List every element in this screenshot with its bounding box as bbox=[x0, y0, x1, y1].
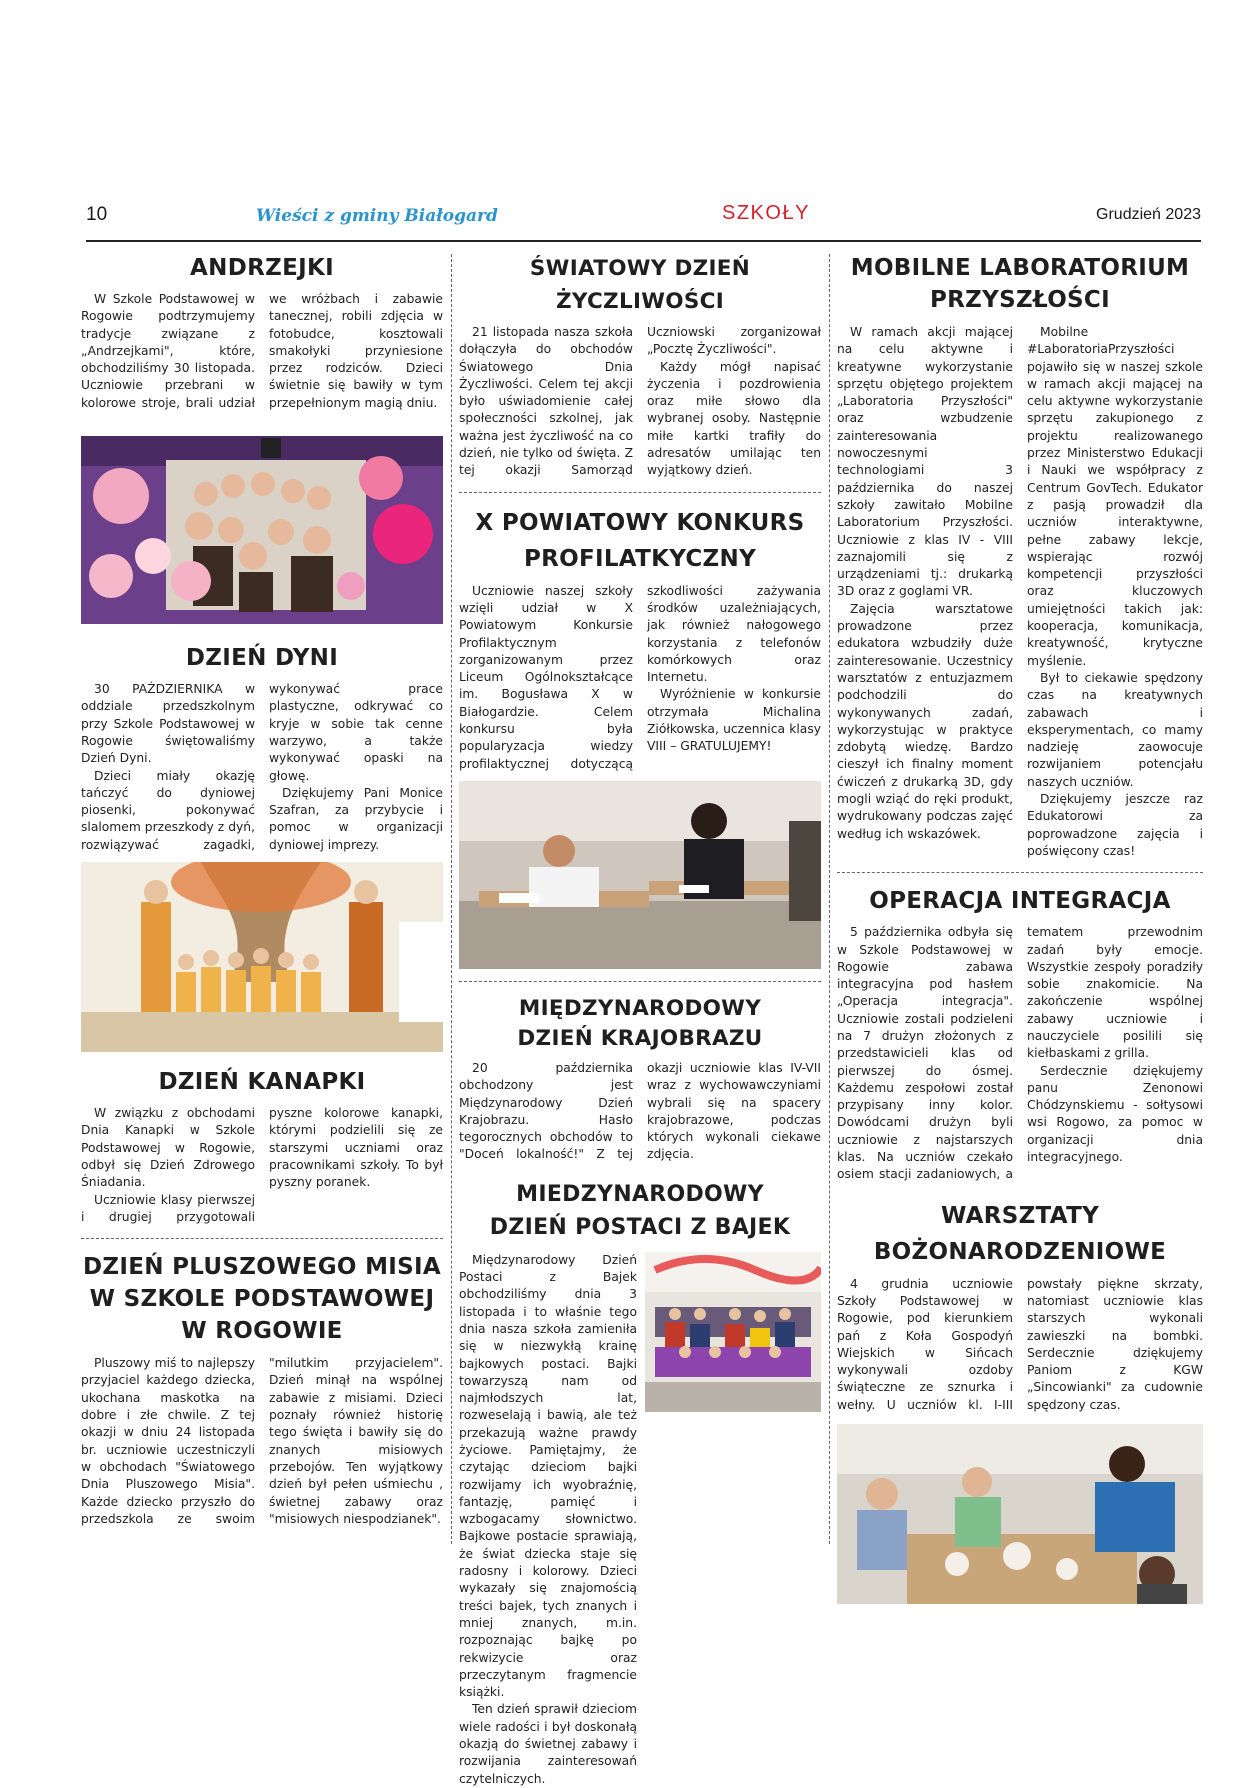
paragraph: 30 PAŹDZIERNIKA w oddziale przedszkolnym przy Szkole Podstawowej w Rogowie świętowaliśmy Dzień Dyni. bbox=[81, 682, 255, 766]
column-left bbox=[81, 252, 443, 1528]
column-divider bbox=[829, 254, 830, 1544]
paragraph: 4 grudnia uczniowie Szkoły Podstawowej w Rogowie, pod kierunkiem pań z Koła Gospodyń Wiejskich w Sińcach wykonywali ozdoby świąteczne ze sznurka i wełny. U uczniów kl. I-III powstały piękne skrzaty, natomiast uczniowie klas starszych wykonali zawieszki na bombki. Serdecznie dziękujemy Paniom z KGW „Sincowianki" za cudownie spędzony czas. bbox=[837, 1276, 1203, 1412]
paragraph: Dziękujemy Pani Monice Szafran, za przybycie i pomoc w organizacji dyniowej imprezy. bbox=[269, 785, 443, 852]
article-dzien-krajobrazu bbox=[459, 994, 821, 1164]
article-mobilne-laboratorium bbox=[837, 252, 1203, 860]
paragraph: Międzynarodowy Dzień Postaci z Bajek obchodziliśmy dnia 3 listopada i to właśnie tego dnia nasza szkoła zamieniła się w niezwykłą krainę bajkowych postaci. Bajki towarzyszą nam od najmłodszych lat, rozweselają i bawią, ale też przekazują ważne prawdy życiowe. Pamiętajmy, że czytając dzieciom bajki rozwijamy ich wyobraźnię, fantazję, pamięć i wzbogacamy słownictwo. Bajkowe postacie sprawiają, że świat dziecka staje się radosny i kolorowy. Dzieci wykazały się znajomością treści bajek, tych znanych i mniej znanych, m.in. rozpoznając bajkę po rekwizycie oraz przeczytanym fragmencie książki. bbox=[459, 1252, 637, 1700]
paragraph: W ramach akcji mającej na celu aktywne i kreatywne wykorzystanie sprzętu objętego projektem „Laboratoria Przyszłości" oraz wzbudzenie zainteresowania nowoczesnymi technologiami 3 października do naszej szkoły zawitało Mobilne Laboratorium Przyszłości. Uczniowie z klas IV - VIII zaznajomili się z urządzeniami tj.: drukarką 3D oraz z goglami VR. bbox=[837, 325, 1013, 599]
article-dzien-zyczliwosci bbox=[459, 252, 821, 480]
paragraph: Dziękujemy jeszcze raz Edukatorowi za poprowadzone zajęcia i poświęcony czas! bbox=[1027, 792, 1203, 858]
column-right bbox=[837, 252, 1203, 1604]
headline bbox=[837, 252, 1203, 316]
article-body bbox=[837, 924, 1203, 1183]
article-dzien-postaci-z-bajek bbox=[459, 1178, 821, 1788]
paragraph: Wyróżnienie w konkursie otrzymała Michalina Ziółkowska, uczennica klasy VIII – GRATULUJEMY! bbox=[647, 687, 821, 754]
headline-line: DZIEŃ POSTACI Z BAJEK bbox=[489, 1214, 791, 1240]
konkurs-photo bbox=[459, 781, 821, 969]
article-separator bbox=[837, 872, 1203, 873]
headline bbox=[837, 1198, 1203, 1270]
headline: ŚWIATOWY DZIEŃ ŻYCZLIWOŚCI bbox=[529, 256, 751, 314]
headline-line: MOBILNE LABORATORIUM bbox=[850, 255, 1190, 281]
bajki-photo bbox=[645, 1252, 821, 1412]
article-body bbox=[81, 291, 443, 412]
paragraph: Uczniowie naszej szkoły wzięli udział w X Powiatowym Konkursie Profilaktycznym zorganizowanym przez Liceum Ogólnokształcące im. Bogusława X w Białogardzie. Celem konkursu była popularyzacja wiedzy profilaktycznej dotyczącą szkodliwości zażywania środków uzależniających, jak również nałogowego korzystania z telefonów komórkowych oraz Internetu. bbox=[459, 583, 821, 771]
article-konkurs-profilaktyczny bbox=[459, 505, 821, 773]
headline-line: WARSZTATY bbox=[940, 1202, 1100, 1229]
paragraph: W związku z obchodami Dnia Kanapki w Szkole Podstawowej w Rogowie, odbył się Dzień Zdrowego Śniadania. bbox=[81, 1106, 255, 1190]
warsztaty-photo bbox=[837, 1424, 1203, 1604]
page-number: 10 bbox=[86, 204, 108, 225]
article-body bbox=[837, 1276, 1203, 1414]
dzien-dyni-photo bbox=[81, 862, 443, 1052]
headline-line: W SZKOLE PODSTAWOWEJ bbox=[89, 1286, 435, 1313]
article-body bbox=[459, 1252, 637, 1788]
paragraph: Każdy mógł napisać życzenia i pozdrowienia oraz miłe słowo dla wybranej osoby. Następnie miłe kartki trafiły do adresatów umilając ten wyjątkowy dzień. bbox=[647, 359, 821, 478]
headline-line: MIĘDZYNARODOWY bbox=[518, 995, 762, 1021]
paragraph: Uczniowie klasy pierwszej i drugiej przygotowali pyszne kolorowe kanapki, którymi podzielili się ze starszymi uczniami oraz pracownikami szkoły. To był pyszny poranek. bbox=[81, 1106, 443, 1224]
paragraph: Był to ciekawie spędzony czas na kreatywnych zabawach i eksperymentach, co mamy nadzieję zaowocuje rozwijaniem potencjału naszych uczniów. bbox=[1027, 670, 1203, 789]
headline bbox=[459, 994, 821, 1054]
paragraph: Zajęcia warsztatowe prowadzone przez edukatora wzbudziły duże zainteresowanie. Uczestnicy warsztatów z entuzjazmem podchodzili do wykonywanych zadań, wykorzystując w praktyce zdobytą wiedzę. Bardzo cieszył ich finalny moment ćwiczeń z drukarką 3D, gdy mogli wziąć do ręki produkt, wydrukowany podczas zajęć według ich wskazówek. bbox=[837, 601, 1013, 841]
article-separator bbox=[459, 981, 821, 982]
issue-date: Grudzień 2023 bbox=[1096, 206, 1201, 223]
paragraph: W Szkole Podstawowej w Rogowie podtrzymujemy tradycje związane z „Andrzejkami", które, obchodziliśmy 30 listopada. Uczniowie przebrani w kolorowe stroje, brali udział we wróżbach i zabawie tanecznej, robili zdjęcia w fotobudce, kosztowali smakołyki przyniesione przez rodziców. Dzieci świetnie się bawiły w tym przepełnionym magią dniu. bbox=[81, 292, 443, 410]
article-body bbox=[81, 681, 443, 854]
page-header bbox=[86, 204, 1201, 240]
headline-line: PROFILATKYCZNY bbox=[523, 545, 757, 572]
section-label: SZKOŁY bbox=[722, 202, 810, 224]
article-dzien-kanapki bbox=[81, 1066, 443, 1226]
paragraph: 21 listopada nasza szkoła dołączyła do obchodów Światowego Dnia Życzliwości. Celem tej akcji było uświadomienie całej społeczności szkolnej, jak ważna jest życzliwość na co dzień, nie tylko od święta. Z tej okazji Samorząd Uczniowski zorganizował „Pocztę Życzliwości". bbox=[459, 325, 821, 478]
article-dzien-dyni bbox=[81, 642, 443, 854]
paragraph: Pluszowy miś to najlepszy przyjaciel każdego dziecka, ukochana maskotka na dobre i złe chwile. Z tej okazji w dniu 24 listopada br. uczniowie uczestniczyli w obchodach "Światowego Dnia Pluszowego Misia". Każde dziecko przyszło do przedszkola ze swoim "milutkim przyjacielem". Dzień minął na wspólnej zabawie z misiami. Dzieci poznały również historię tego święta i bawiły się do znanych misiowych przebojów. Ten wyjątkowy dzień był pełen uśmiechu , świetnej zabawy oraz "misiowych niespodzianek". bbox=[81, 1356, 443, 1526]
headline: DZIEŃ KANAPKI bbox=[158, 1069, 366, 1096]
article-operacja-integracja bbox=[837, 885, 1203, 1183]
article-warsztaty-bozonarodzeniowe bbox=[837, 1198, 1203, 1414]
paragraph: Ten dzień sprawił dzieciom wiele radości i był doskonałą okazją do świetnej zabawy i rozwijania zainteresowań czytelniczych. bbox=[459, 1702, 637, 1786]
article-body bbox=[837, 324, 1203, 860]
column-middle bbox=[459, 252, 821, 1788]
article-body bbox=[81, 1355, 443, 1528]
headline: DZIEŃ DYNI bbox=[185, 645, 339, 672]
headline: OPERACJA INTEGRACJA bbox=[869, 888, 1171, 915]
article-body bbox=[459, 1060, 821, 1164]
headline bbox=[81, 1251, 443, 1347]
headline bbox=[459, 505, 821, 577]
column-divider bbox=[451, 254, 452, 1544]
headline-line: W ROGOWIE bbox=[181, 1318, 343, 1345]
header-rule bbox=[86, 240, 1201, 242]
paragraph: Dzieci miały okazję tańczyć do dyniowej piosenki, pokonywać slalomem przeszkody z dyń, rozwiązywać zagadki, wykonywać prace plastyczne, odkrywać co kryje w sobie tak cenne warzywo, a także wykonywać opaski na głowę. bbox=[81, 682, 443, 852]
headline: ANDRZEJKI bbox=[190, 255, 334, 281]
publication-title: Wieści z gminy Białogard bbox=[256, 206, 498, 226]
paragraph: 20 października obchodzony jest Międzynarodowy Dzień Krajobrazu. Hasło tegorocznych obchodów to "Doceń lokalność!" Z tej okazji uczniowie klas IV-VII wraz z wychowawczyniami wybrali się na spacery krajobrazowe, podczas których wykonali ciekawe zdjęcia. bbox=[459, 1060, 821, 1162]
paragraph: Serdecznie dziękujemy panu Zenonowi Chódzynskiemu - sołtysowi wsi Rogowo, za pomoc w organizacji dnia integracyjnego. bbox=[1027, 1063, 1203, 1165]
headline-line: BOŻONARODZENIOWE bbox=[873, 1238, 1167, 1265]
headline-line: X POWIATOWY KONKURS bbox=[475, 509, 805, 536]
headline-line: DZIEŃ PLUSZOWEGO MISIA bbox=[83, 1254, 441, 1281]
headline-line: PRZYSZŁOŚCI bbox=[930, 287, 1110, 313]
article-body bbox=[459, 324, 821, 480]
article-separator bbox=[459, 492, 821, 493]
paragraph: Mobilne #LaboratoriaPrzyszłości pojawiło się w naszej szkole w ramach akcji mającej na celu aktywne wykorzystanie sprzętu zakupionego z projektu realizowanego przez Ministerstwo Edukacji i Nauki we współpracy z Centrum GovTech. Edukator z pasją prowadził dla uczniów interaktywne, pełne zabawy lekcje, wspierając rozwój kompetencji przyszłości oraz kluczowych umiejętności takich jak: kooperacja, komunikacja, kreatywność, krytyczne myślenie. bbox=[1027, 325, 1203, 668]
article-body bbox=[459, 583, 821, 773]
headline-line: MIEDZYNARODOWY bbox=[516, 1181, 764, 1207]
paragraph: 5 października odbyła się w Szkole Podstawowej w Rogowie zabawa integracyjna pod hasłem „Operacja integracja". Uczniowie zostali podzieleni na 7 drużyn złożonych z przedstawicieli klas od pierwszej do ósmej. Każdemu zespołowi został przypisany inny kolor. Dowódcami drużyn byli uczniowie z najstarszych klas. Na uczniów czekało osiem stacji zadaniowych, a tematem przewodnim zadań były emocje. Wszystkie zespoły poradziły sobie znakomicie. Na zakończenie wspólnej zabawy uczniowie i nauczyciele posilili się kiełbaskami z grilla. bbox=[837, 925, 1203, 1182]
article-separator bbox=[81, 1238, 443, 1239]
article-body bbox=[81, 1105, 443, 1226]
article-body-wrap bbox=[459, 1252, 821, 1788]
headline-line: DZIEŃ KRAJOBRAZU bbox=[517, 1025, 763, 1051]
headline bbox=[459, 1178, 821, 1244]
andrzejki-photo bbox=[81, 436, 443, 624]
article-dzien-misia bbox=[81, 1251, 443, 1528]
article-andrzejki bbox=[81, 252, 443, 412]
